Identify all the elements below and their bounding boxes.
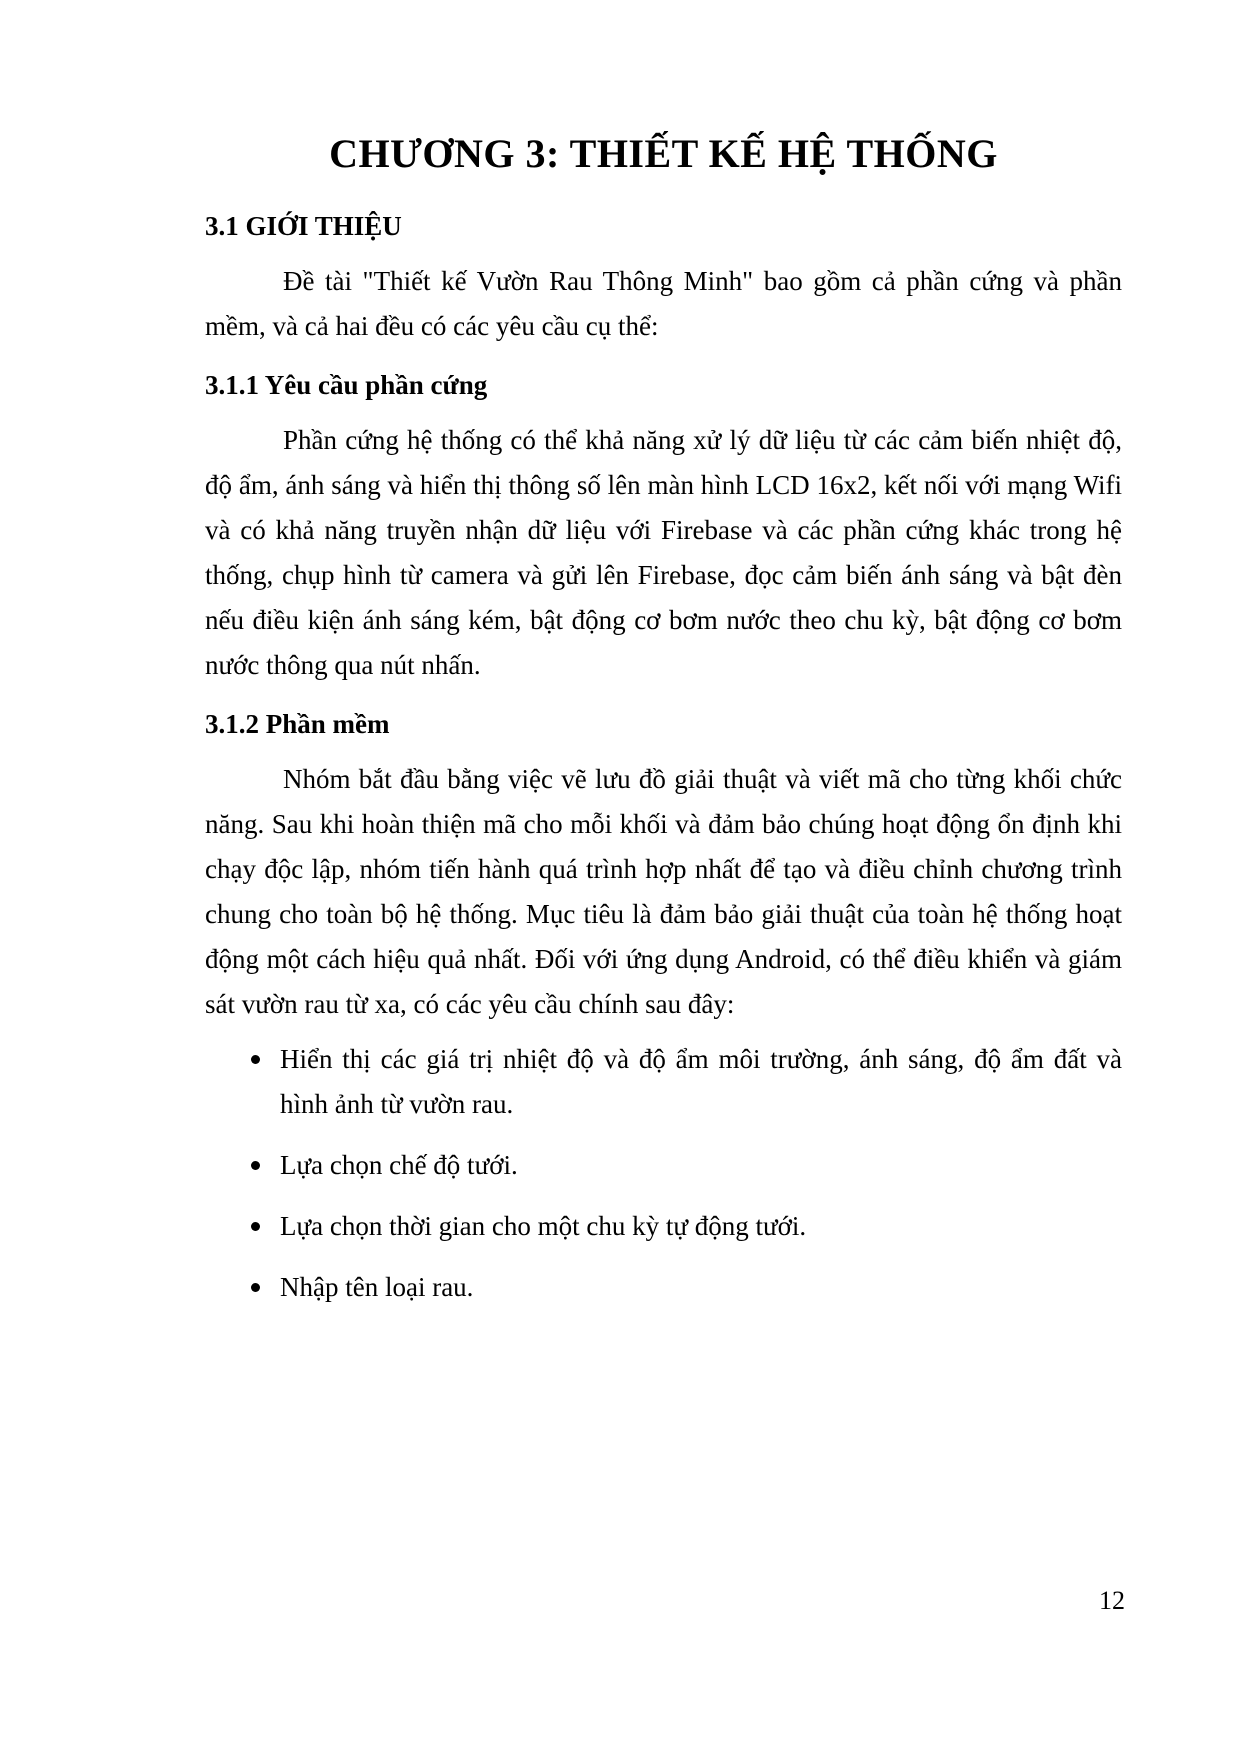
chapter-title: CHƯƠNG 3: THIẾT KẾ HỆ THỐNG <box>329 131 998 176</box>
list-item <box>205 1204 1122 1249</box>
list-item <box>205 1265 1122 1310</box>
list-item-text: Lựa chọn chế độ tưới. <box>280 1150 518 1180</box>
list-item-text: Hiển thị các giá trị nhiệt độ và độ ẩm môi trường, ánh sáng, độ ẩm đất và hình ảnh từ vườn rau. <box>280 1044 1122 1119</box>
bullet-icon <box>251 1055 260 1064</box>
list-item <box>205 1037 1122 1127</box>
page-number: 12 <box>1099 1586 1125 1615</box>
software-requirements-paragraph: Nhóm bắt đầu bằng việc vẽ lưu đồ giải thuật và viết mã cho từng khối chức năng. Sau khi hoàn thiện mã cho mỗi khối và đảm bảo chúng hoạt động ổn định khi chạy độc lập, nhóm tiến hành quá trình hợp nhất để tạo và điều chỉnh chương trình chung cho toàn bộ hệ thống. Mục tiêu là đảm bảo giải thuật của toàn hệ thống hoạt động một cách hiệu quả nhất. Đối với ứng dụng Android, có thể điều khiển và giám sát vườn rau từ xa, có các yêu cầu chính sau đây: <box>205 764 1122 1019</box>
bullet-icon <box>251 1161 260 1170</box>
intro-paragraph: Đề tài "Thiết kế Vườn Rau Thông Minh" bao gồm cả phần cứng và phần mềm, và cả hai đều có các yêu cầu cụ thể: <box>205 266 1122 341</box>
bullet-icon <box>251 1222 260 1231</box>
section-heading-3-1-2: 3.1.2 Phần mềm <box>205 709 390 739</box>
list-item-text: Nhập tên loại rau. <box>280 1272 474 1302</box>
list-item <box>205 1143 1122 1188</box>
hardware-requirements-paragraph: Phần cứng hệ thống có thể khả năng xử lý dữ liệu từ các cảm biến nhiệt độ, độ ẩm, ánh sáng và hiển thị thông số lên màn hình LCD 16x2, kết nối với mạng Wifi và có khả năng truyền nhận dữ liệu với Firebase và các phần cứng khác trong hệ thống, chụp hình từ camera và gửi lên Firebase, đọc cảm biến ánh sáng và bật đèn nếu điều kiện ánh sáng kém, bật động cơ bơm nước theo chu kỳ, bật động cơ bơm nước thông qua nút nhấn. <box>205 425 1122 680</box>
bullet-icon <box>251 1283 260 1292</box>
section-heading-3-1: 3.1 GIỚI THIỆU <box>205 211 402 241</box>
requirements-list <box>205 1037 1122 1310</box>
section-heading-3-1-1: 3.1.1 Yêu cầu phần cứng <box>205 370 488 400</box>
list-item-text: Lựa chọn thời gian cho một chu kỳ tự động tưới. <box>280 1211 807 1241</box>
